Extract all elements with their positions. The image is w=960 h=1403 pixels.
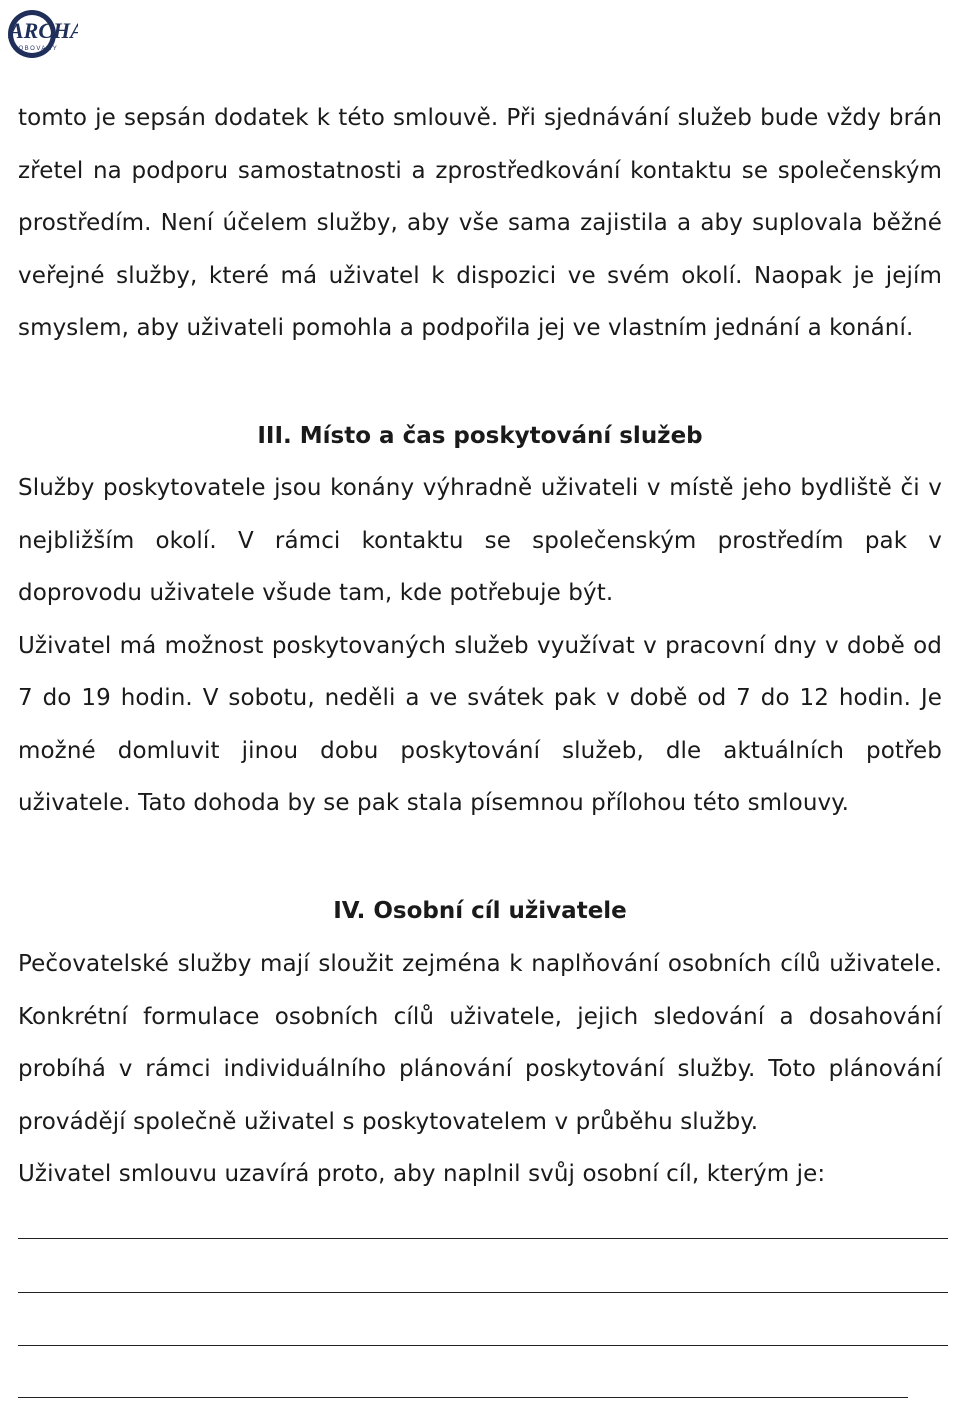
logo-subtext: SOBOVANY — [13, 46, 59, 52]
section-4-heading: IV. Osobní cíl uživatele — [333, 898, 627, 924]
section-4-paragraph-1: Pečovatelské služby mají sloužit zejména k naplňování osobních cílů uživatele. Konkrétní formulace osobních cílů uživatele, jejich sledování a dosahování probíhá v rámci individuálního plánování poskytování služby. Toto plánování provádějí společně uživatel s poskytovatelem v průběhu služby. — [18, 951, 942, 1135]
fill-in-line-3[interactable] — [18, 1345, 948, 1346]
section-3-paragraph-1: Služby poskytovatele jsou konány výhradně uživateli v místě jeho bydliště či v nejbližším okolí. V rámci kontaktu se společenským prostředím pak v doprovodu uživatele všude tam, kde potřebuje být. — [18, 475, 942, 606]
section-3-paragraph-2: Uživatel má možnost poskytovaných služeb využívat v pracovní dny v době od 7 do 19 hodin. V sobotu, neděli a ve svátek pak v době od 7 do 12 hodin. Je možné domluvit jinou dobu poskytování služeb, dle aktuálních potřeb uživatele. Tato dohoda by se pak stala písemnou přílohou této smlouvy. — [18, 632, 942, 816]
intro-block — [18, 92, 942, 355]
archa-logo — [4, 4, 78, 64]
intro-paragraph: tomto je sepsán dodatek k této smlouvě. Při sjednávání služeb bude vždy brán zřetel na podporu samostatnosti a zprostředkování kontaktu se společenským prostředím. Není účelem služby, aby vše sama zajistila a aby suplovala běžné veřejné služby, které má uživatel k dispozici ve svém okolí. Naopak je jejím smyslem, aby uživateli pomohla a podpořila jej ve vlastním jednání a konání. — [18, 105, 942, 341]
section-3-body — [18, 462, 942, 830]
section-3-heading: III. Místo a čas poskytování služeb — [257, 423, 703, 449]
fill-in-line-1[interactable] — [18, 1238, 948, 1239]
fill-in-line-2[interactable] — [18, 1292, 948, 1293]
fill-in-line-4[interactable] — [18, 1397, 908, 1398]
logo-text: ARCHA — [9, 18, 78, 43]
section-4-body — [18, 938, 942, 1201]
section-4-paragraph-2: Uživatel smlouvu uzavírá proto, aby naplnil svůj osobní cíl, kterým je: — [18, 1161, 826, 1187]
